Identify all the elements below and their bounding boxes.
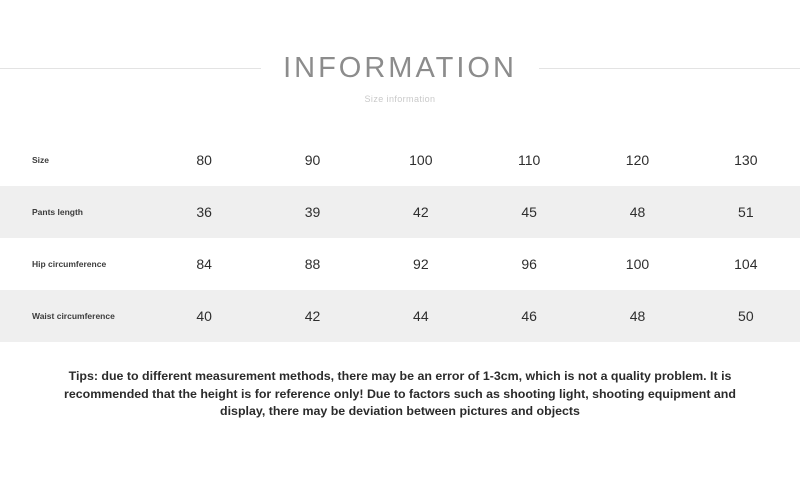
- row-label: Size: [32, 154, 50, 165]
- table-cell: 80: [196, 152, 212, 168]
- table-row: [0, 290, 800, 342]
- row-label: Hip circumference: [32, 258, 107, 269]
- row-label: Waist circumference: [32, 310, 115, 321]
- title-rule-right: [539, 68, 800, 69]
- table-cell: 96: [521, 256, 537, 272]
- table-cell: 92: [413, 256, 429, 272]
- table-cell: 48: [629, 308, 646, 324]
- table-cell: 88: [304, 256, 321, 272]
- tips-text: Tips: due to different measurement methods, there may be an error of 1-3cm, which is not a quality problem. It is recommended that the height is for reference only! Due to factors such as shooting light, shooting equipment and display, there may be deviation between pictures and objects: [64, 369, 736, 418]
- size-table-wrapper: [0, 134, 800, 342]
- table-cell: 44: [413, 308, 429, 324]
- size-table: [0, 134, 800, 342]
- table-cell: 45: [521, 204, 537, 220]
- table-row: [0, 238, 800, 290]
- table-cell: 100: [409, 152, 433, 168]
- page-title: INFORMATION: [283, 52, 517, 84]
- table-cell: 110: [517, 152, 541, 168]
- table-cell: 42: [413, 204, 429, 220]
- table-cell: 39: [304, 204, 321, 220]
- table-row: [0, 134, 800, 186]
- row-label: Pants length: [32, 206, 84, 217]
- title-rule-left: [0, 68, 261, 69]
- table-cell: 130: [734, 152, 758, 168]
- table-cell: 104: [734, 256, 758, 272]
- table-cell: 90: [304, 152, 321, 168]
- table-cell: 42: [304, 308, 321, 324]
- table-cell: 50: [738, 308, 754, 324]
- table-cell: 46: [521, 308, 537, 324]
- table-cell: 36: [196, 204, 212, 220]
- page-subtitle: Size information: [364, 94, 436, 104]
- table-cell: 40: [196, 308, 212, 324]
- table-cell: 100: [625, 256, 650, 272]
- table-cell: 48: [629, 204, 646, 220]
- page-header: [0, 0, 800, 104]
- table-row: [0, 186, 800, 238]
- table-cell: 51: [738, 204, 754, 220]
- table-cell: 120: [625, 152, 650, 168]
- table-cell: 84: [196, 256, 212, 272]
- title-row: [0, 52, 800, 85]
